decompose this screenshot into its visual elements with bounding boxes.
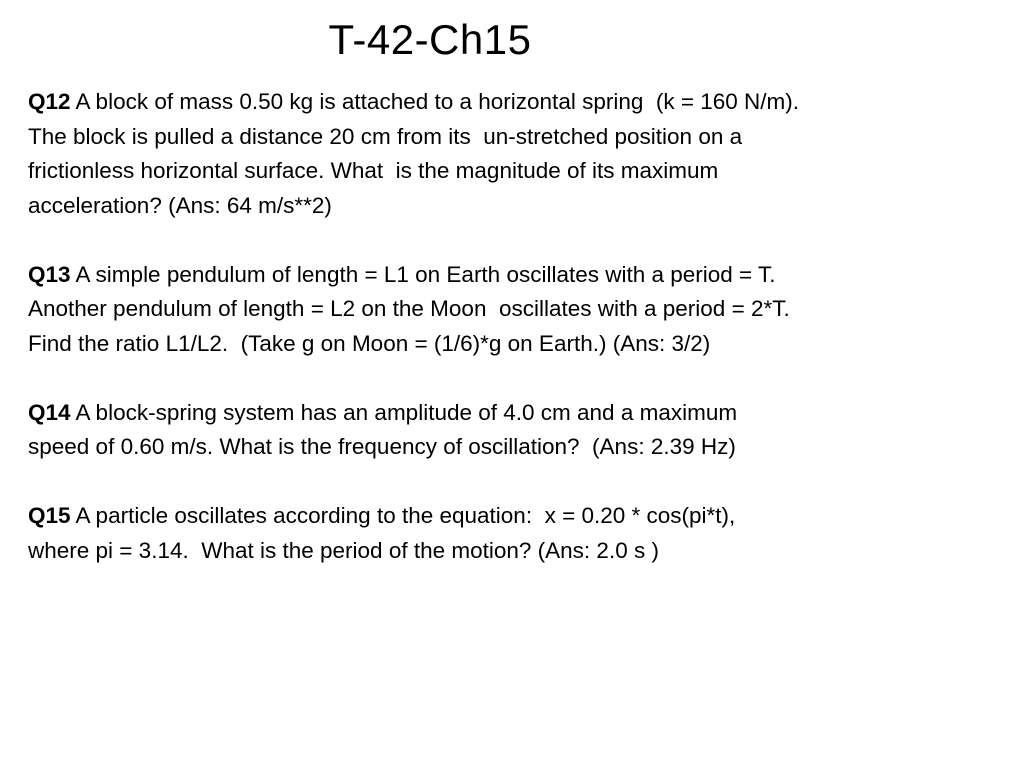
- question-line: The block is pulled a distance 20 cm from its un-stretched position on a: [28, 123, 743, 149]
- question-q13: [28, 258, 1018, 362]
- question-line: speed of 0.60 m/s. What is the frequency of oscillation? (Ans: 2.39 Hz): [28, 434, 736, 459]
- page-title: T-42-Ch15: [328, 16, 532, 63]
- question-list: [28, 85, 1018, 603]
- question-line: Another pendulum of length = L2 on the Moon oscillates with a period = 2*T.: [28, 296, 790, 321]
- question-text: A block-spring system has an amplitude of 4.0 cm and a maximum: [70, 399, 738, 425]
- question-line: [28, 258, 1018, 293]
- question-line: acceleration? (Ans: 64 m/s**2): [28, 192, 332, 218]
- question-text: A particle oscillates according to the equation: x = 0.20 * cos(pi*t),: [70, 503, 736, 528]
- question-label: Q14: [28, 399, 71, 425]
- question-line: where pi = 3.14. What is the period of the motion? (Ans: 2.0 s ): [28, 537, 659, 563]
- question-line: frictionless horizontal surface. What is the magnitude of its maximum: [28, 158, 719, 183]
- question-label: Q15: [28, 503, 71, 528]
- question-line: [28, 396, 1018, 431]
- question-q12: [28, 85, 1018, 223]
- question-line: Find the ratio L1/L2. (Take g on Moon = (1/6)*g on Earth.) (Ans: 3/2): [28, 330, 711, 356]
- question-text: A block of mass 0.50 kg is attached to a horizontal spring (k = 160 N/m).: [70, 89, 800, 114]
- question-text: A simple pendulum of length = L1 on Earth oscillates with a period = T.: [70, 261, 776, 287]
- question-line: [28, 499, 1018, 534]
- question-label: Q13: [28, 261, 71, 287]
- question-line: [28, 85, 1018, 120]
- question-q14: [28, 396, 1018, 465]
- question-q15: [28, 499, 1018, 568]
- question-label: Q12: [28, 89, 71, 114]
